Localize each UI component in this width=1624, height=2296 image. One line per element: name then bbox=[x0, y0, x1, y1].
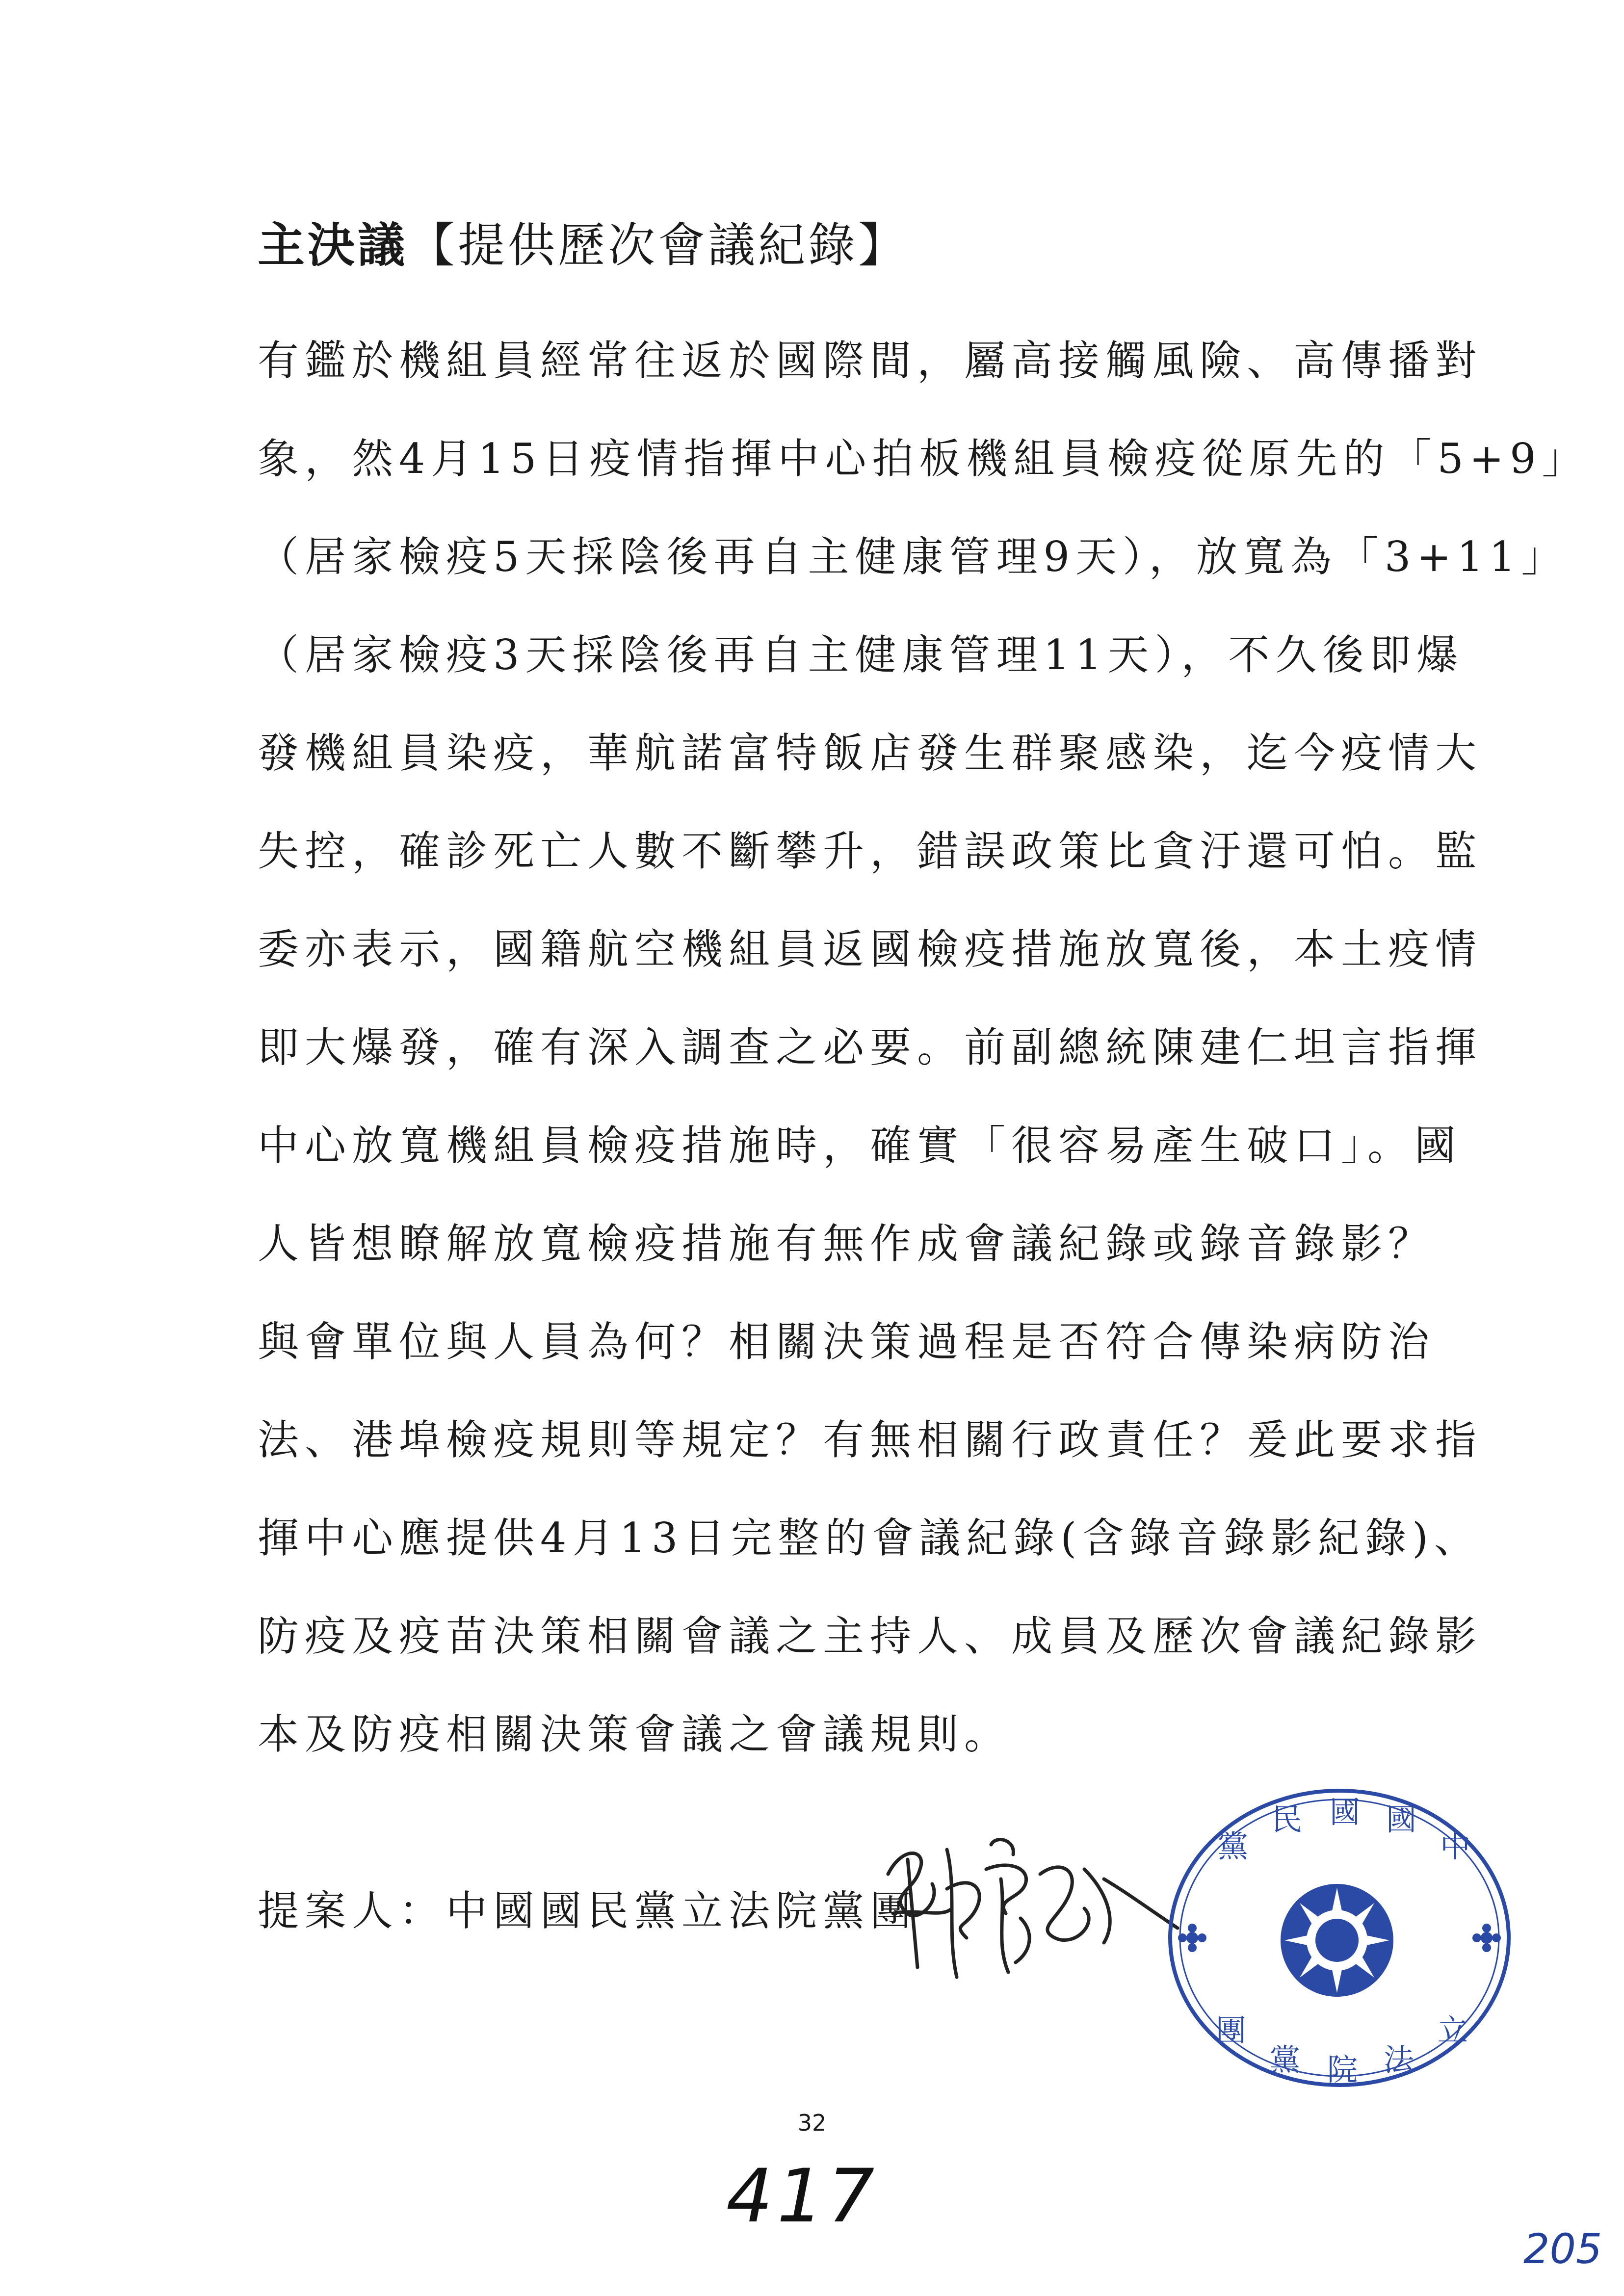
body-line: 人皆想瞭解放寬檢疫措施有無作成會議紀錄或錄音錄影？ bbox=[258, 1220, 1436, 1268]
party-seal bbox=[1163, 1776, 1516, 2100]
handwritten-corner-number: 205 bbox=[1523, 2225, 1602, 2273]
body-line: 防疫及疫苗決策相關會議之主持人、成員及歷次會議紀錄影 bbox=[258, 1612, 1483, 1660]
seal-char: 團 bbox=[1216, 2012, 1247, 2048]
handwritten-page-number: 417 bbox=[726, 2154, 879, 2239]
seal-char: 民 bbox=[1272, 1801, 1303, 1837]
body-line: 失控，確診死亡人數不斷攀升，錯誤政策比貪汙還可怕。監 bbox=[258, 827, 1483, 875]
seal-flower-icon bbox=[1472, 1924, 1501, 1952]
seal-emblem bbox=[1281, 1884, 1393, 1997]
body-line: 即大爆發，確有深入調查之必要。前副總統陳建仁坦言指揮 bbox=[258, 1023, 1483, 1071]
seal-char: 黨 bbox=[1270, 2042, 1301, 2078]
body-line: 本及防疫相關決策會議之會議規則。 bbox=[258, 1710, 1012, 1758]
resolution-title bbox=[258, 216, 908, 275]
body-line: （居家檢疫5天採陰後再自主健康管理9天），放寬為「3+11」 bbox=[258, 533, 1569, 581]
page-number: 32 bbox=[797, 2110, 827, 2136]
body-line: 揮中心應提供4月13日完整的會議紀錄(含錄音錄影紀錄)、 bbox=[258, 1514, 1481, 1562]
seal-char: 中 bbox=[1440, 1828, 1471, 1864]
body-line: 發機組員染疫，華航諾富特飯店發生群聚感染，迄今疫情大 bbox=[258, 729, 1483, 777]
seal-flower-icon bbox=[1178, 1924, 1206, 1952]
body-line: 委亦表示，國籍航空機組員返國檢疫措施放寬後，本土疫情 bbox=[258, 925, 1483, 973]
seal-char: 國 bbox=[1330, 1794, 1361, 1830]
body-line: 有鑑於機組員經常往返於國際間，屬高接觸風險、高傳播對 bbox=[258, 337, 1483, 385]
seal-char: 黨 bbox=[1218, 1828, 1249, 1864]
title-bold: 主決議 bbox=[258, 217, 408, 273]
body-line: 法、港埠檢疫規則等規定？有無相關行政責任？爰此要求指 bbox=[258, 1416, 1483, 1464]
seal-char: 立 bbox=[1438, 2012, 1468, 2048]
seal-char: 國 bbox=[1386, 1801, 1417, 1837]
title-rest: 【提供歷次會議紀錄】 bbox=[408, 218, 908, 273]
seal-char: 院 bbox=[1327, 2052, 1358, 2087]
handwritten-signature bbox=[873, 1815, 1187, 2011]
resolution-body bbox=[258, 324, 1589, 1796]
seal-char: 法 bbox=[1384, 2042, 1414, 2078]
body-line: （居家檢疫3天採陰後再自主健康管理11天），不久後即爆 bbox=[258, 631, 1464, 679]
proposer-line: 提案人：中國國民黨立法院黨團 bbox=[258, 1887, 917, 1935]
body-line: 中心放寬機組員檢疫措施時，確實「很容易產生破口」。國 bbox=[258, 1122, 1462, 1170]
body-line: 象，然4月15日疫情指揮中心拍板機組員檢疫從原先的「5+9」 bbox=[258, 435, 1589, 483]
body-line: 與會單位與人員為何？相關決策過程是否符合傳染病防治 bbox=[258, 1318, 1436, 1366]
